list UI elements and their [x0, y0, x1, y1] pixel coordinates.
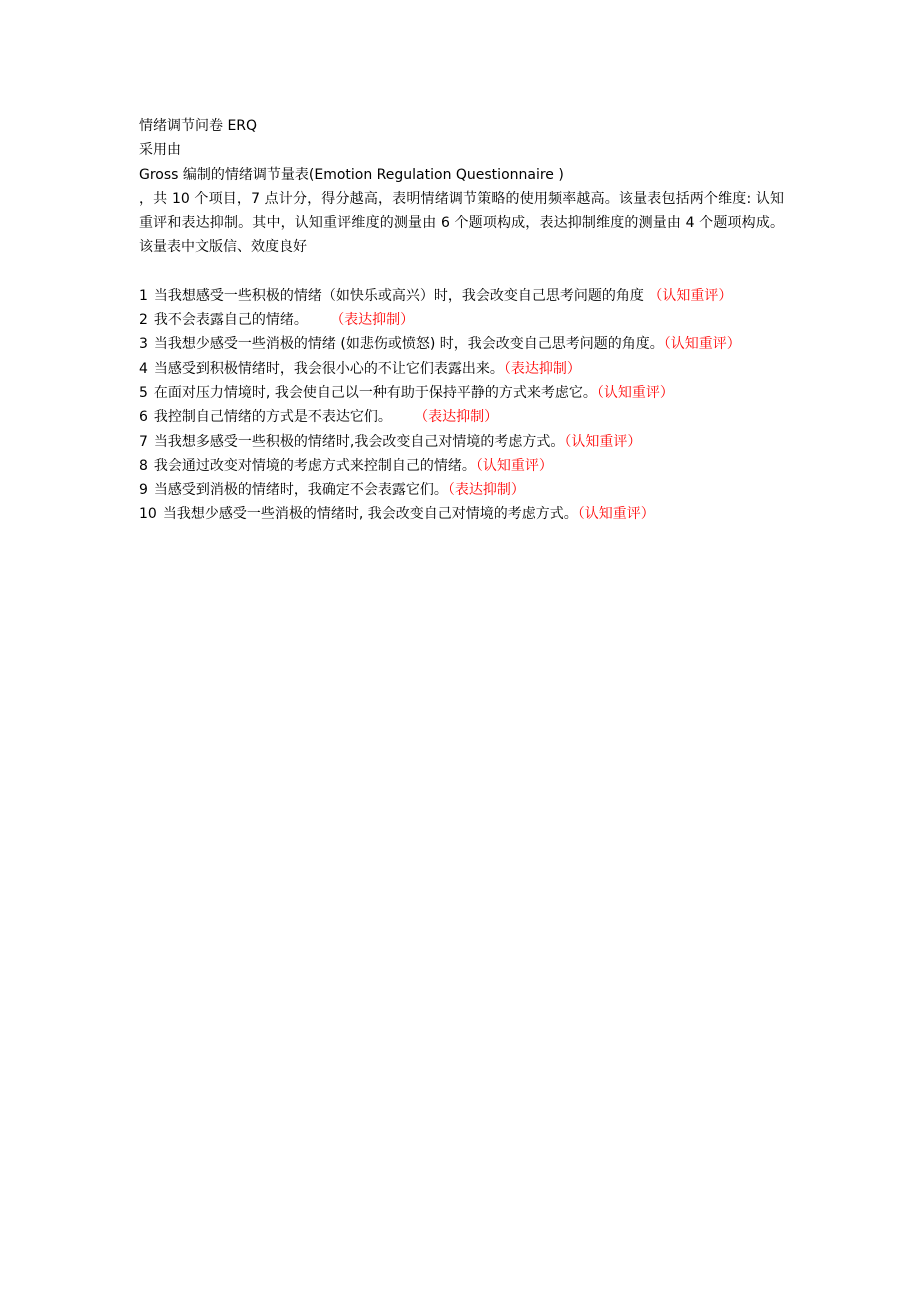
- item-text: 当我想多感受一些积极的情绪时,我会改变自己对情境的考虑方式。: [153, 433, 565, 450]
- item-dimension-tag: （认知重评）: [596, 384, 674, 401]
- item-dimension-tag: （认知重评）: [648, 287, 733, 304]
- source-line: Gross 编制的情绪调节量表(Emotion Regulation Questionnaire ): [139, 166, 564, 183]
- item-number: 9: [139, 482, 148, 499]
- list-item: [139, 405, 784, 429]
- list-item: [139, 454, 784, 478]
- item-dimension-tag: （认知重评）: [663, 336, 741, 353]
- item-text: 当感受到消极的情绪时，我确定不会表露它们。: [153, 482, 448, 499]
- item-dimension-tag: （表达抑制）: [414, 409, 499, 426]
- item-number: 1: [139, 287, 148, 304]
- item-dimension-tag: （表达抑制）: [503, 360, 581, 377]
- item-text: 在面对压力情境时, 我会使自己以一种有助于保持平静的方式来考虑它。: [153, 384, 597, 401]
- list-item: [139, 284, 784, 308]
- item-dimension-tag: （认知重评）: [577, 506, 655, 523]
- document-title: 情绪调节问卷 ERQ: [139, 118, 258, 134]
- item-number: 3: [139, 336, 148, 353]
- item-text: 当感受到积极情绪时，我会很小心的不让它们表露出来。: [153, 360, 504, 377]
- item-text: 我不会表露自己的情绪。: [153, 312, 331, 329]
- description-paragraph: ，共 10 个项目，7 点计分，得分越高，表明情绪调节策略的使用频率越高。该量表包括两个维度: 认知重评和表达抑制。其中，认知重评维度的测量由 6 个题项构成，表达抑制维度的测量由 4 个题项构成。该量表中文版信、效度良好: [139, 190, 784, 256]
- list-item: [139, 478, 784, 502]
- item-text: 当我想少感受一些消极的情绪 (如悲伤或愤怒) 时，我会改变自己思考问题的角度。: [153, 336, 664, 353]
- list-item: [139, 357, 784, 381]
- document-body: [139, 114, 784, 527]
- list-item: [139, 502, 784, 526]
- item-number: 5: [139, 384, 148, 401]
- item-number: 2: [139, 312, 148, 329]
- item-text: 我会通过改变对情境的考虑方式来控制自己的情绪。: [153, 457, 476, 474]
- item-dimension-tag: （认知重评）: [475, 457, 553, 474]
- item-dimension-tag: （表达抑制）: [447, 482, 525, 499]
- item-text: 当我想少感受一些消极的情绪时, 我会改变自己对情境的考虑方式。: [162, 506, 578, 523]
- item-number: 10: [139, 506, 157, 523]
- list-item: [139, 430, 784, 454]
- list-item: [139, 308, 784, 332]
- item-number: 7: [139, 433, 148, 450]
- item-text: 我控制自己情绪的方式是不表达它们。: [153, 409, 415, 426]
- list-item: [139, 332, 784, 356]
- list-item: [139, 381, 784, 405]
- adopted-line: 采用由: [139, 142, 181, 159]
- item-list: [139, 284, 784, 527]
- item-number: 6: [139, 409, 148, 426]
- item-number: 8: [139, 457, 148, 474]
- paragraph-gap: [139, 260, 784, 284]
- item-number: 4: [139, 360, 148, 377]
- item-dimension-tag: （认知重评）: [564, 433, 642, 450]
- item-dimension-tag: （表达抑制）: [330, 312, 415, 329]
- item-text: 当我想感受一些积极的情绪（如快乐或高兴）时，我会改变自己思考问题的角度: [153, 287, 649, 304]
